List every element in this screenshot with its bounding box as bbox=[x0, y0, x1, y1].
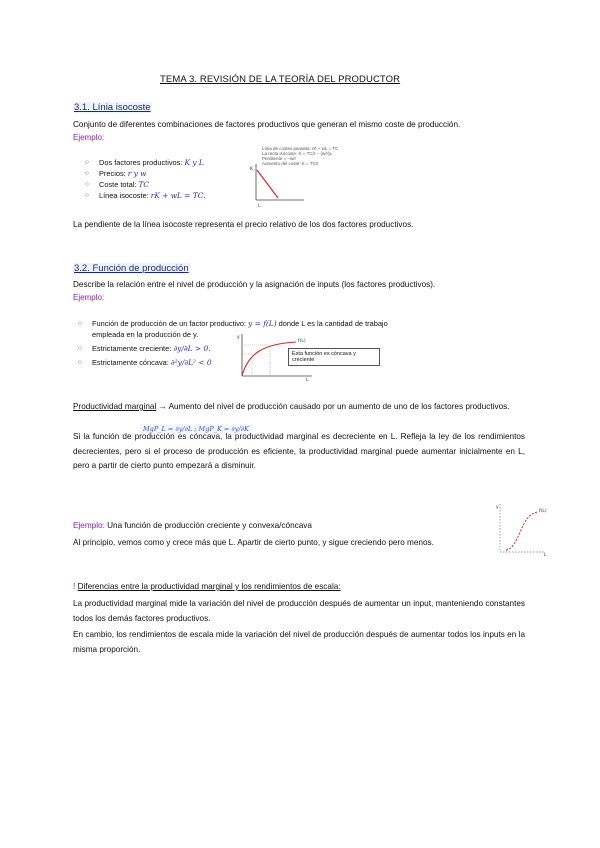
curve-label: f(L) bbox=[298, 339, 306, 344]
page-title: TEMA 3. REVISIÓN DE LA TEORÍA DEL PRODUCTOR bbox=[160, 74, 401, 85]
isocost-note: La recta isocoste: K = TC/r − (w/r)L bbox=[262, 151, 332, 156]
s31-bullet-list bbox=[85, 157, 255, 201]
axis-label-y: y bbox=[237, 335, 240, 340]
concave-paragraph: Si la función de producción es cóncava, la productividad marginal es decreciente en L. Refleja la ley de los rendimientos decrecientes, pero si el proceso de producción es eficiente, la productividad marginal puede aumentar inicialmente en L, pero a partir de cierto punto empezará a disminuir. bbox=[73, 432, 525, 470]
isocost-figure bbox=[248, 160, 308, 208]
s32-description: Describe la relación entre el nivel de producción y la asignación de inputs (los factores productivos). bbox=[73, 280, 436, 289]
list-item: ○ Función de producción de un factor productivo: y = f(L) donde L es la cantidad de trabajo empleada en la producción de y. bbox=[78, 318, 408, 340]
isocost-note: Línia de costes paralela: rK + wL = TC bbox=[262, 146, 339, 151]
example2-text: Una función de producción creciente y convexa/cóncava bbox=[104, 521, 312, 530]
example2-desc: Al principio, vemos como y crece más que L. Apartir de cierto punto, y sigue creciendo pero menos. bbox=[73, 538, 434, 547]
pm-formula: MgP_L = ∂y/∂L ; MgP_K = ∂y/∂K bbox=[140, 424, 252, 434]
axis-label-l: L bbox=[306, 378, 309, 382]
isocost-note: Pendiente = −w/r bbox=[262, 156, 297, 161]
example2-label: Ejemplo: bbox=[73, 521, 105, 530]
list-item: ○ Estrictamente creciente: ∂y/∂L > 0. bbox=[78, 343, 408, 354]
diff-paragraph-1: La productividad marginal mide la variación del nivel de producción después de aumentar un input, manteniendo constantes todos los demás factores productivos. bbox=[73, 599, 525, 623]
list-item: ○ Coste total: TC bbox=[85, 179, 255, 190]
warning-icon: ! bbox=[73, 582, 76, 591]
pm-term: Productividad marginal bbox=[73, 402, 157, 411]
section-heading-3-1: 3.1. Línia isocoste bbox=[74, 102, 151, 113]
diff-heading: ! Diferencias entre la productividad marginal y los rendimientos de escala: bbox=[73, 582, 341, 591]
function-note-box: Esta función es cóncava y creciente bbox=[288, 348, 380, 366]
s31-ejemplo-label: Ejemplo: bbox=[73, 133, 105, 142]
pm-paragraph bbox=[73, 400, 525, 415]
section-heading-3-2: 3.2. Función de producción bbox=[74, 263, 189, 274]
list-item: ○ Precios: r y w bbox=[85, 168, 255, 179]
example2-line bbox=[73, 521, 312, 530]
axis-label-k: K bbox=[250, 167, 253, 172]
s32-ejemplo-label: Ejemplo: bbox=[73, 293, 105, 302]
list-item: ○ Estrictamente cóncava: ∂²y/∂L² < 0 bbox=[78, 357, 408, 368]
diff-paragraph-2: En cambio, los rendimientos de escala mide la variación del nivel de producción después de aumentar todos los inputs en la misma proporción. bbox=[73, 630, 525, 654]
axis-label-l: L bbox=[544, 553, 547, 558]
s31-description: Conjunto de diferentes combinaciones de factores productivos que generan el mismo coste de producción. bbox=[73, 120, 461, 129]
s-curve-figure bbox=[492, 500, 552, 558]
curve-label: f(L) bbox=[539, 509, 547, 514]
list-item: ○ Línea isocoste: rK + wL = TC. bbox=[85, 190, 255, 201]
list-item: ○ Dos factores productivos: K y L bbox=[85, 157, 255, 168]
isocost-line bbox=[257, 170, 278, 198]
s-curve bbox=[506, 512, 538, 550]
axis-label-y: y bbox=[496, 505, 499, 510]
pm-desc: → Aumento del nivel de producción causado por un aumento de uno de los factores productivos. bbox=[156, 402, 510, 411]
s31-conclusion: La pendiente de la línea isocoste representa el precio relativo de los dos factores productivos. bbox=[73, 220, 414, 229]
axis-label-l: L bbox=[258, 204, 261, 208]
isocost-note: Aumento del coste: K = TC/r bbox=[262, 161, 319, 166]
